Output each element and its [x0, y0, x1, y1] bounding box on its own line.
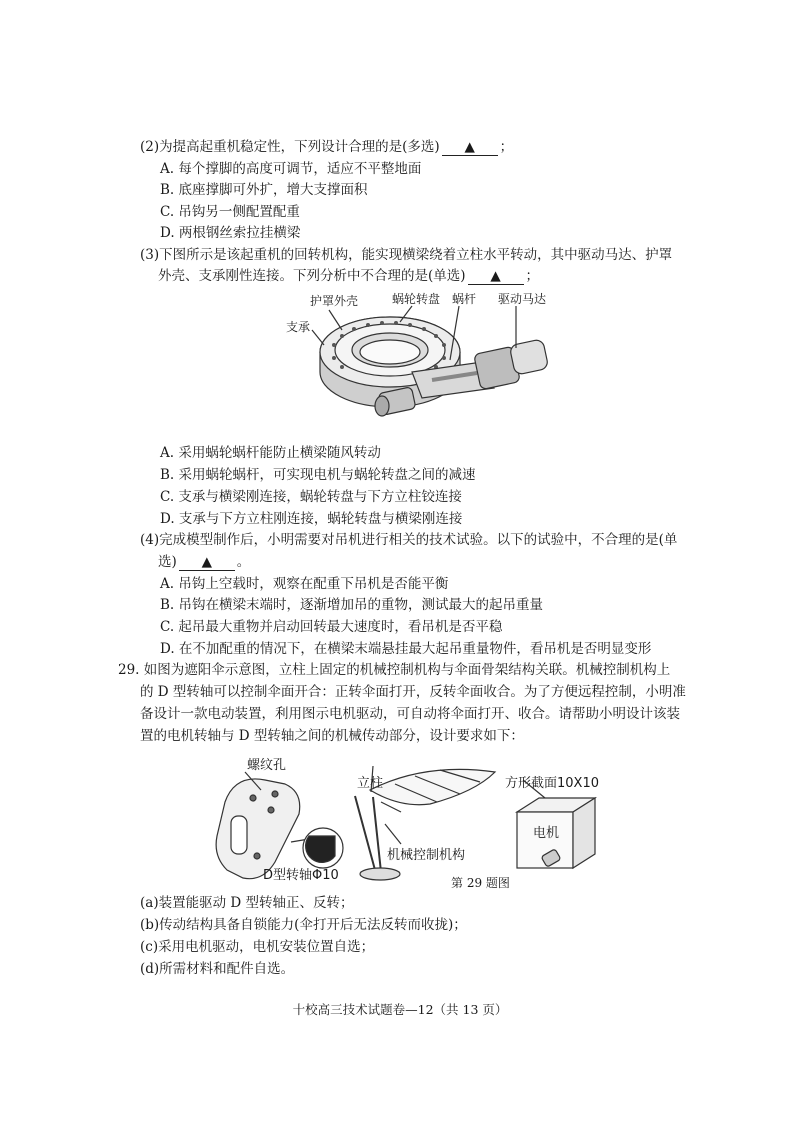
q3-stem-text: 外壳、支承刚性连接。下列分析中不合理的是(单选): [158, 268, 466, 284]
q2-option-c: C. 吊钩另一侧配置配重: [160, 204, 300, 220]
label-thread-hole: 螺纹孔: [247, 758, 287, 773]
q4-option-c: C. 起吊最大重物并启动回转最大速度时，看吊机是否平稳: [160, 619, 503, 635]
q29-line4: 置的电机转轴与 D 型转轴之间的机械传动部分，设计要求如下：: [140, 728, 524, 744]
q4-option-d: D. 在不加配重的情况下，在横梁末端悬挂最大起吊重量物件，看吊机是否明显变形: [160, 641, 652, 657]
slewing-drive-drawing: [282, 290, 552, 425]
q4-stem-text: 选): [158, 554, 177, 570]
q29-number: 29.: [118, 662, 140, 678]
q3-option-d: D. 支承与下方立柱刚连接，蜗轮转盘与横梁刚连接: [160, 511, 463, 527]
triangle-mark: ▲: [464, 139, 475, 155]
q4-stem-end: 。: [236, 554, 251, 570]
answer-blank: [179, 554, 235, 571]
q29-line3: 备设计一款电动装置，利用图示电机驱动，可自动将伞面打开、收合。请帮助小明设计该装: [140, 706, 680, 722]
label-motor: 电机: [533, 826, 560, 841]
q2-option-b: B. 底座撑脚可外扩，增大支撑面积: [160, 182, 368, 198]
label-column: 立柱: [357, 776, 384, 791]
page-footer: 十校高三技术试题卷—12（共 13 页）: [292, 1002, 508, 1017]
q2-stem-text: (2)为提高起重机稳定性，下列设计合理的是(多选): [140, 139, 440, 155]
label-section: 方形截面10X10: [505, 776, 599, 791]
answer-blank: [468, 268, 524, 285]
q3-stem-line2: [158, 266, 539, 286]
q4-stem-line1: (4)完成模型制作后，小明需要对吊机进行相关的技术试验。以下的试验中，不合理的是(单: [140, 532, 678, 548]
q29-line1: [118, 660, 670, 680]
q4-option-b: B. 吊钩在横梁末端时，逐渐增加吊的重物，测试最大的起吊重量: [160, 597, 544, 613]
label-worm: 蜗杆: [452, 292, 477, 306]
q29-req-b: (b)传动结构具备自锁能力(伞打开后无法反转而收拢)；: [140, 917, 467, 933]
q3-option-c: C. 支承与横梁刚连接，蜗轮转盘与下方立柱铰连接: [160, 489, 462, 505]
label-worm-wheel: 蜗轮转盘: [392, 292, 441, 306]
q29-line2: 的 D 型转轴可以控制伞面开合：正转伞面打开，反转伞面收合。为了方便远程控制，小明准: [140, 684, 686, 700]
label-motor: 驱动马达: [498, 292, 547, 306]
q29-req-c: (c)采用电机驱动，电机安装位置自选；: [140, 939, 375, 955]
q2-stem: [140, 137, 513, 157]
q3-option-a: A. 采用蜗轮蜗杆能防止横梁随风转动: [160, 445, 381, 461]
q3-option-b: B. 采用蜗轮蜗杆，可实现电机与蜗轮转盘之间的减速: [160, 467, 476, 483]
q2-stem-end: ；: [499, 139, 514, 155]
slewing-drive-figure: [282, 290, 552, 425]
triangle-mark: ▲: [201, 554, 212, 570]
label-d-shaft: D型转轴Φ10: [263, 868, 339, 883]
q29-req-d: (d)所需材料和配件自选。: [140, 961, 295, 977]
q29-req-a: (a)装置能驱动 D 型转轴正、反转；: [140, 895, 354, 911]
q3-stem-end: ；: [525, 268, 540, 284]
q4-stem-line2: [158, 552, 250, 572]
q2-option-d: D. 两根钢丝索拉挂横梁: [160, 225, 301, 241]
answer-blank: [442, 139, 498, 156]
q29-text: 如图为遮阳伞示意图，立柱上固定的机械控制机构与伞面骨架结构关联。机械控制机构上: [143, 662, 671, 678]
label-mechanism: 机械控制机构: [387, 848, 466, 863]
q4-option-a: A. 吊钩上空载时，观察在配重下吊机是否能平衡: [160, 576, 449, 592]
parasol-figure: [205, 752, 610, 892]
q3-stem-line1: (3)下图所示是该起重机的回转机构，能实现横梁绕着立柱水平转动，其中驱动马达、护罩: [140, 247, 673, 263]
label-cover: 护罩外壳: [310, 294, 359, 308]
figure-caption: 第 29 题图: [451, 876, 510, 890]
label-bearing: 支承: [286, 320, 311, 334]
q2-option-a: A. 每个撑脚的高度可调节，适应不平整地面: [160, 161, 422, 177]
triangle-mark: ▲: [490, 268, 501, 284]
